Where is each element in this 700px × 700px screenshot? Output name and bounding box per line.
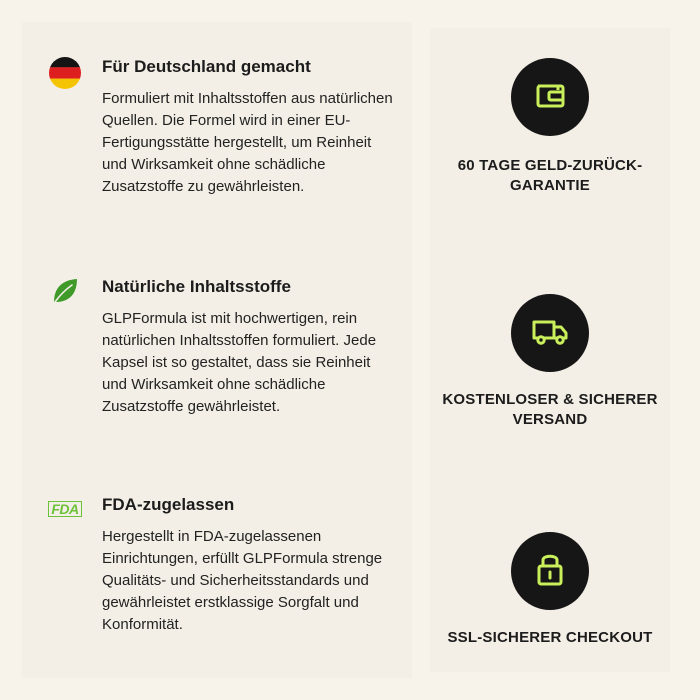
badge-label-line: SSL-SICHERER CHECKOUT <box>447 629 653 646</box>
features-column <box>22 22 412 678</box>
feature-description: Hergestellt in FDA-zugelassenen Einrichtungen, erfüllt GLPFormula strenge Qualitäts- und Sicherheitsstandards und gewährleistet erstklassige Sorgfalt und Konformität. <box>102 528 383 633</box>
badge-label-line: VERSAND <box>512 411 588 428</box>
fda-logo-text: FDA <box>48 501 81 517</box>
badge-label-line: GARANTIE <box>510 177 590 194</box>
feature-fda-approved <box>22 468 412 678</box>
badge-label-line: 60 TAGE GELD-ZURÜCK- <box>457 157 643 174</box>
feature-description: GLPFormula ist mit hochwertigen, rein natürlichen Inhaltsstoffen formuliert. Jede Kapsel ist so gestaltet, dass sie Reinheit und Wirksamkeit ohne schädliche Zusatzstoffe gewährleistet. <box>102 310 377 415</box>
badge-label <box>430 390 670 430</box>
badge-ssl-checkout <box>430 532 670 648</box>
leaf-icon <box>48 274 82 308</box>
feature-made-in-germany <box>22 22 412 250</box>
truck-icon <box>530 314 570 353</box>
feature-title: Für Deutschland gemacht <box>102 57 311 76</box>
feature-title: Natürliche Inhaltsstoffe <box>102 277 291 296</box>
fda-logo-icon <box>46 492 84 526</box>
feature-description: Formuliert mit Inhaltsstoffen aus natürlichen Quellen. Die Formel wird in einer EU-Fertigungsstätte hergestellt, um Reinheit und Wirksamkeit ohne schädliche Zusatzstoffe zu gewährleisten. <box>102 90 393 195</box>
badge-free-shipping <box>430 294 670 430</box>
badge-circle <box>511 58 589 136</box>
badge-label <box>430 156 670 196</box>
wallet-icon <box>532 77 568 118</box>
badge-circle <box>511 532 589 610</box>
feature-natural-ingredients <box>22 250 412 468</box>
guarantees-column <box>430 28 670 672</box>
badge-money-back <box>430 58 670 196</box>
feature-title: FDA-zugelassen <box>102 495 235 514</box>
badge-label <box>430 628 670 648</box>
germany-flag-icon <box>48 56 82 90</box>
lock-icon <box>533 550 567 593</box>
badge-label-line: KOSTENLOSER & SICHERER <box>442 391 658 408</box>
badge-circle <box>511 294 589 372</box>
